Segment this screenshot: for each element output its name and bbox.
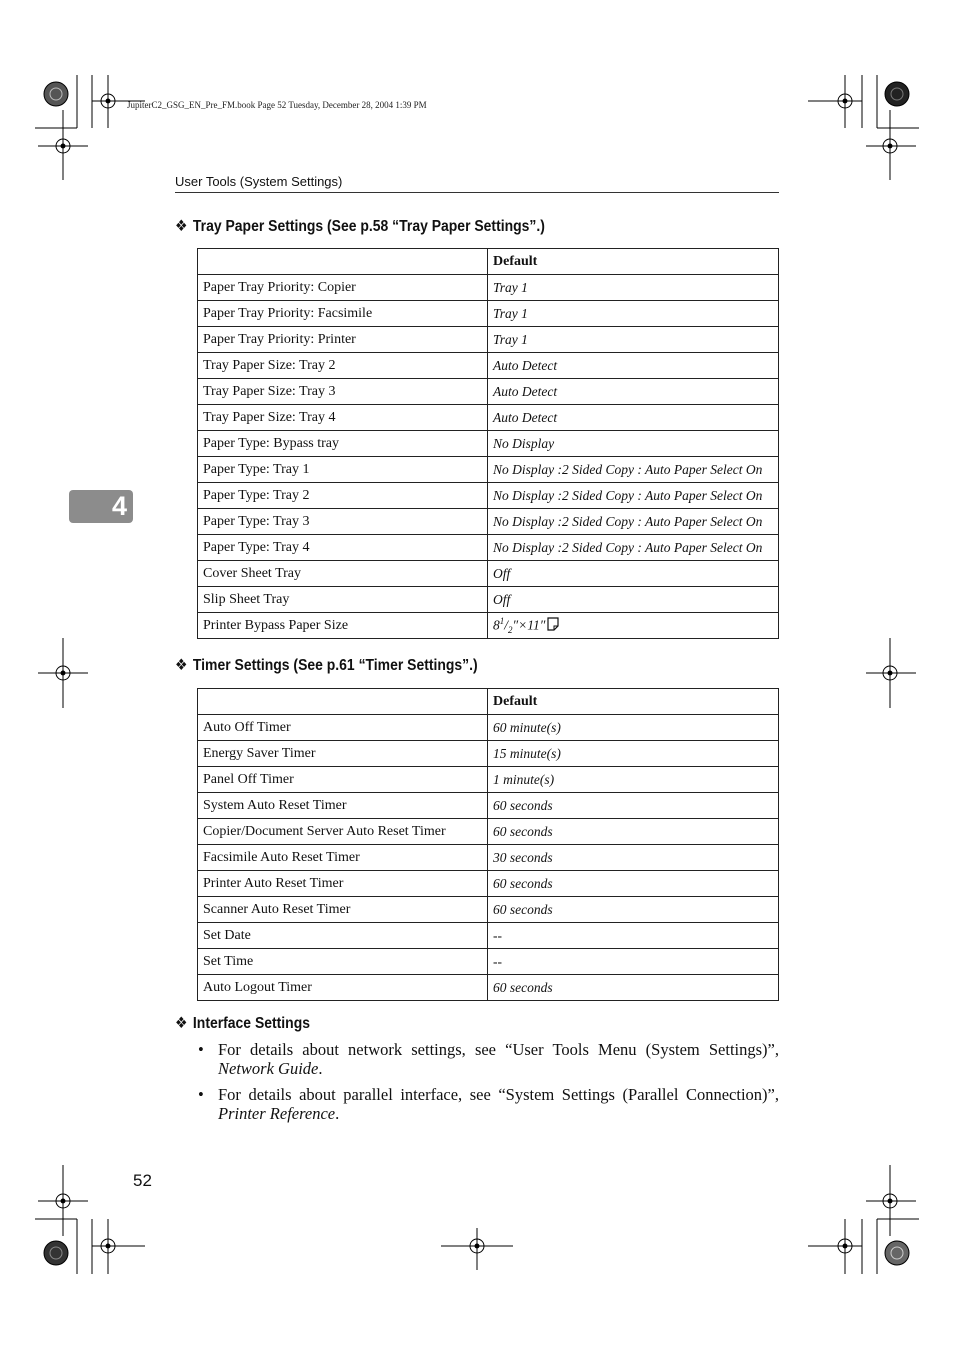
bullet-dot: • [198, 1085, 204, 1104]
list-item-text: For details about parallel interface, see “System Settings (Parallel Connection)”, [218, 1085, 779, 1104]
table-row [198, 871, 779, 897]
default-value-cell: -- [488, 923, 779, 949]
default-value-cell: 60 seconds [488, 819, 779, 845]
default-value-cell: No Display :2 Sided Copy : Auto Paper Select On [488, 535, 779, 561]
table-row [198, 483, 779, 509]
table-row [198, 327, 779, 353]
table-row [198, 457, 779, 483]
table-row [198, 897, 779, 923]
setting-name-cell: Auto Logout Timer [198, 975, 488, 1001]
list-item-text: For details about network settings, see “User Tools Menu (System Settings)”, [218, 1040, 779, 1059]
setting-name-cell: Paper Tray Priority: Facsimile [198, 301, 488, 327]
table-row [198, 301, 779, 327]
setting-name-cell: Paper Tray Priority: Copier [198, 275, 488, 301]
timer-settings-table [197, 688, 779, 1001]
setting-column-header [198, 249, 488, 275]
setting-name-cell: Facsimile Auto Reset Timer [198, 845, 488, 871]
default-value-cell: No Display :2 Sided Copy : Auto Paper Select On [488, 509, 779, 535]
table-row [198, 275, 779, 301]
table-row [198, 715, 779, 741]
default-value-cell: Off [488, 561, 779, 587]
interface-bullet-list [197, 1040, 779, 1130]
diamond-bullet-icon: ❖ [175, 1015, 188, 1032]
list-item: • For details about parallel interface, see “System Settings (Parallel Connection)”, Printer Reference. [198, 1085, 779, 1123]
default-value-cell: No Display [488, 431, 779, 457]
default-value-cell: 60 minute(s) [488, 715, 779, 741]
default-value-cell: Auto Detect [488, 405, 779, 431]
default-value-cell: 60 seconds [488, 871, 779, 897]
tray-settings-heading [175, 217, 545, 236]
setting-name-cell: System Auto Reset Timer [198, 793, 488, 819]
table-row [198, 975, 779, 1001]
setting-name-cell: Energy Saver Timer [198, 741, 488, 767]
running-head: User Tools (System Settings) [175, 174, 779, 193]
page-number: 52 [133, 1171, 152, 1190]
setting-name-cell: Paper Type: Tray 4 [198, 535, 488, 561]
table-header-row [198, 249, 779, 275]
setting-name-cell: Paper Type: Tray 2 [198, 483, 488, 509]
default-value-cell: No Display :2 Sided Copy : Auto Paper Select On [488, 483, 779, 509]
size-den: 2 [508, 625, 513, 636]
default-value-cell: -- [488, 949, 779, 975]
table-row [198, 741, 779, 767]
table-row [198, 923, 779, 949]
heading-text: Interface Settings [192, 1015, 310, 1032]
size-rest: ″×11″ [512, 617, 546, 633]
interface-settings-heading [175, 1014, 310, 1033]
diamond-bullet-icon: ❖ [175, 218, 188, 235]
heading-text: Timer Settings (See p.61 “Timer Settings”.) [192, 657, 478, 674]
table-row [198, 613, 779, 639]
default-value-cell: Tray 1 [488, 301, 779, 327]
default-column-header: Default [488, 249, 779, 275]
print-header: JupiterC2_GSG_EN_Pre_FM.book Page 52 Tuesday, December 28, 2004 1:39 PM [127, 100, 427, 110]
setting-name-cell: Paper Type: Tray 3 [198, 509, 488, 535]
chapter-tab: 4 [69, 490, 133, 523]
table-row [198, 561, 779, 587]
setting-name-cell: Panel Off Timer [198, 767, 488, 793]
setting-name-cell: Printer Bypass Paper Size [198, 613, 488, 639]
portrait-paper-icon [547, 617, 559, 631]
setting-name-cell: Copier/Document Server Auto Reset Timer [198, 819, 488, 845]
default-value-cell: 30 seconds [488, 845, 779, 871]
setting-name-cell: Scanner Auto Reset Timer [198, 897, 488, 923]
timer-settings-heading [175, 656, 478, 675]
heading-text: Tray Paper Settings (See p.58 “Tray Paper Settings”.) [192, 218, 545, 235]
setting-name-cell: Paper Type: Bypass tray [198, 431, 488, 457]
default-value-cell: 1 minute(s) [488, 767, 779, 793]
table-row [198, 793, 779, 819]
manual-reference: Printer Reference [218, 1104, 336, 1123]
setting-name-cell: Set Time [198, 949, 488, 975]
table-row [198, 767, 779, 793]
manual-reference: Network Guide [218, 1059, 319, 1078]
table-row [198, 379, 779, 405]
table-header-row [198, 689, 779, 715]
setting-name-cell: Slip Sheet Tray [198, 587, 488, 613]
setting-name-cell: Tray Paper Size: Tray 2 [198, 353, 488, 379]
list-item: • For details about network settings, see “User Tools Menu (System Settings)”, Network Guide. [198, 1040, 779, 1078]
default-column-header: Default [488, 689, 779, 715]
table-row [198, 509, 779, 535]
default-value-cell: Auto Detect [488, 353, 779, 379]
size-whole: 8 [493, 617, 500, 633]
setting-name-cell: Cover Sheet Tray [198, 561, 488, 587]
default-value-cell: No Display :2 Sided Copy : Auto Paper Select On [488, 457, 779, 483]
default-value-cell: 60 seconds [488, 897, 779, 923]
setting-name-cell: Set Date [198, 923, 488, 949]
setting-name-cell: Tray Paper Size: Tray 3 [198, 379, 488, 405]
table-row [198, 353, 779, 379]
table-row [198, 845, 779, 871]
table-row [198, 819, 779, 845]
default-value-cell: Auto Detect [488, 379, 779, 405]
setting-name-cell: Tray Paper Size: Tray 4 [198, 405, 488, 431]
diamond-bullet-icon: ❖ [175, 657, 188, 674]
default-value-cell: Tray 1 [488, 327, 779, 353]
default-value-cell: Off [488, 587, 779, 613]
setting-name-cell: Paper Type: Tray 1 [198, 457, 488, 483]
setting-column-header [198, 689, 488, 715]
bullet-dot: • [198, 1040, 204, 1059]
tray-settings-table [197, 248, 779, 639]
table-row [198, 587, 779, 613]
setting-name-cell: Auto Off Timer [198, 715, 488, 741]
table-row [198, 949, 779, 975]
table-row [198, 535, 779, 561]
size-num: 1 [499, 615, 505, 626]
table-row [198, 431, 779, 457]
default-value-cell: 15 minute(s) [488, 741, 779, 767]
setting-name-cell: Paper Tray Priority: Printer [198, 327, 488, 353]
default-value-cell: 60 seconds [488, 793, 779, 819]
table-row [198, 405, 779, 431]
default-value-cell: Tray 1 [488, 275, 779, 301]
setting-name-cell: Printer Auto Reset Timer [198, 871, 488, 897]
default-value-cell: $8^1/_2''\times 11''$ [488, 613, 779, 639]
default-value-cell: 60 seconds [488, 975, 779, 1001]
